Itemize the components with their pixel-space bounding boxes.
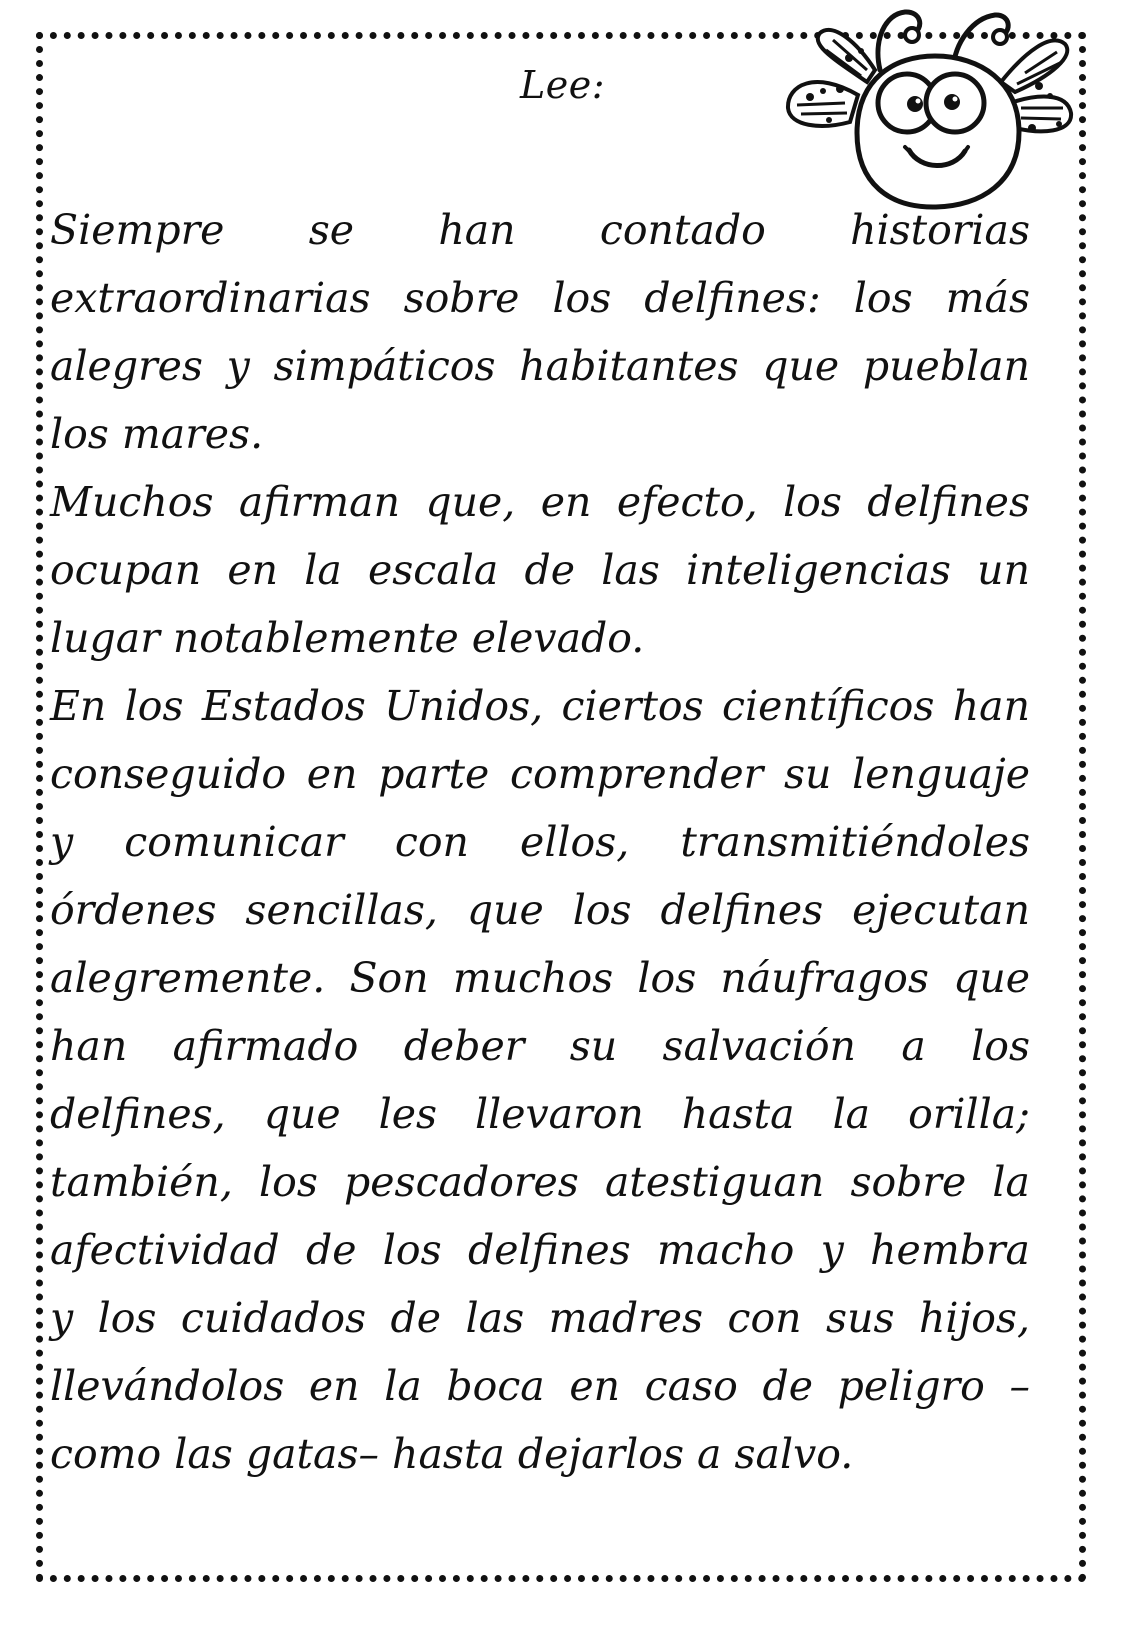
passage-line-3: alegres y simpáticos habitantes que pueblan [50, 342, 1030, 390]
passage-line-4: los mares. [50, 410, 264, 458]
passage-line-12: alegremente. Son muchos los náufragos que [50, 954, 1030, 1002]
reading-passage [50, 196, 1030, 1488]
passage-line-17: y los cuidados de las madres con sus hijos, [50, 1294, 1030, 1342]
smiling-bee-mascot-icon [775, 0, 1075, 215]
passage-line-1: Siempre se han contado historias [50, 206, 1030, 254]
passage-line-8: En los Estados Unidos, ciertos científicos han [50, 682, 1030, 730]
passage-line-6: ocupan en la escala de las inteligencias un [50, 546, 1030, 594]
passage-line-10: y comunicar con ellos, transmitiéndoles [50, 818, 1030, 866]
worksheet-instruction: Lee: [519, 63, 605, 107]
passage-line-11: órdenes sencillas, que los delfines ejecutan [50, 886, 1030, 934]
passage-line-16: afectividad de los delfines macho y hembra [50, 1226, 1030, 1274]
passage-line-18: llevándolos en la boca en caso de peligro – [50, 1362, 1030, 1410]
passage-line-13: han afirmado deber su salvación a los [50, 1022, 1030, 1070]
passage-line-9: conseguido en parte comprender su lenguaje [50, 750, 1030, 798]
passage-line-19: como las gatas– hasta dejarlos a salvo. [50, 1430, 854, 1478]
passage-line-5: Muchos afirman que, en efecto, los delfines [50, 478, 1030, 526]
passage-line-2: extraordinarias sobre los delfines: los más [50, 274, 1030, 322]
passage-line-7: lugar notablemente elevado. [50, 614, 645, 662]
passage-line-14: delfines, que les llevaron hasta la orilla; [50, 1090, 1030, 1138]
passage-line-15: también, los pescadores atestiguan sobre la [50, 1158, 1030, 1206]
